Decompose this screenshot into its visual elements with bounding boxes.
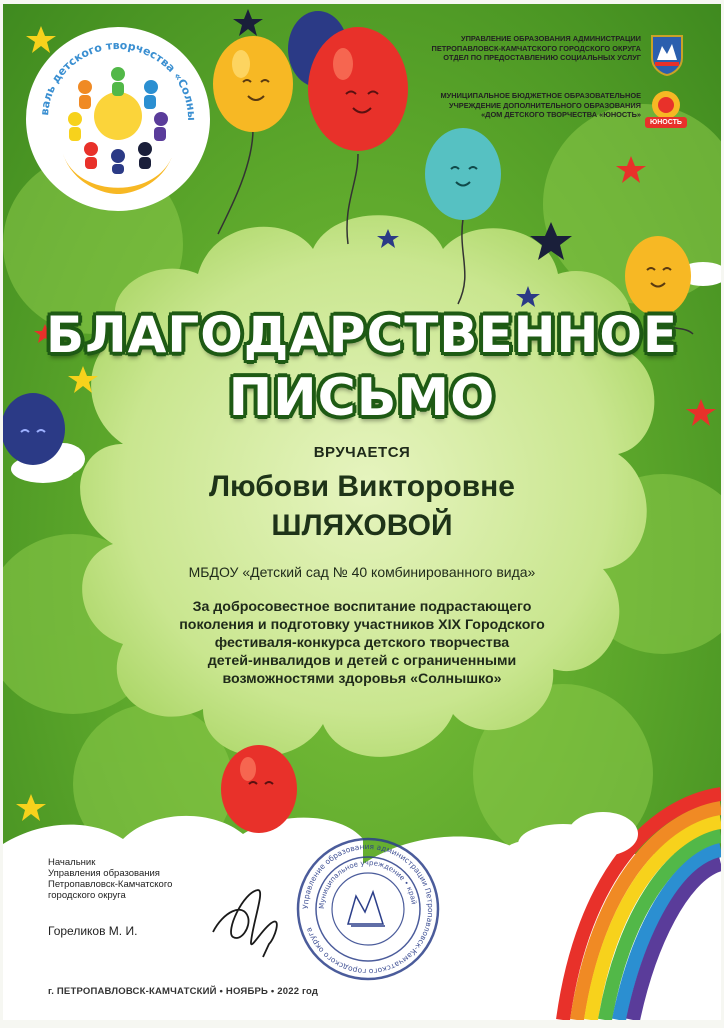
festival-logo-text: валь детского творчества «Солны [38,38,199,122]
footer-place-date: г. ПЕТРОПАВЛОВСК-КАМЧАТСКИЙ • НОЯБРЬ • 2022 год [48,986,319,997]
recipient-name: Любови Викторовне [209,470,515,503]
awarded-to-label: ВРУЧАЕТСЯ [313,444,411,461]
yunost-logo-text: ЮНОСТЬ [650,119,682,126]
balloon-yellow [213,36,293,234]
header-org1-line: ПЕТРОПАВЛОВСК-КАМЧАТСКОГО ГОРОДСКОГО ОКРУГА [431,43,641,53]
signatory-position-line: Петропавловск-Камчатского [48,879,173,890]
festival-logo [23,24,213,214]
header-org2 [383,91,641,120]
festival-logo-art [23,24,213,214]
stamp-inner-text: Муниципальное учреждение • край [317,858,418,910]
award-reason [153,598,571,688]
official-stamp [293,834,443,984]
recipient-surname: ШЛЯХОВОЙ [271,509,453,542]
award-reason-line: детей-инвалидов и детей с ограниченными [207,653,517,669]
signatory-position-line: городского округа [48,890,126,901]
header-org1-line: УПРАВЛЕНИЕ ОБРАЗОВАНИЯ АДМИНИСТРАЦИИ [460,34,641,43]
award-reason-line: фестиваля-конкурса детского творчества [214,635,510,651]
coat-of-arms-icon [649,32,685,76]
recipient-organization: МБДОУ «Детский сад № 40 комбинированного вида» [188,564,536,580]
award-reason-line: поколения и подготовку участников XIX Городского [179,617,545,633]
certificate-page [3,4,721,1020]
header-org2-line: «ДОМ ДЕТСКОГО ТВОРЧЕСТВА «ЮНОСТЬ» [481,110,641,119]
award-reason-line: возможностями здоровья «Солнышко» [222,671,502,687]
header-org2-line: УЧРЕЖДЕНИЕ ДОПОЛНИТЕЛЬНОГО ОБРАЗОВАНИЯ [448,100,641,110]
yunost-logo [643,89,689,129]
title-line1: БЛАГОДАРСТВЕННОЕ [46,306,678,364]
signatory-position-line: Управления образования [48,868,160,879]
header-org2-line: МУНИЦИПАЛЬНОЕ БЮДЖЕТНОЕ ОБРАЗОВАТЕЛЬНОЕ [440,91,641,100]
signatory-position-line: Начальник [48,857,96,868]
signature [203,872,293,962]
header-org1-line: ОТДЕЛ ПО ПРЕДОСТАВЛЕНИЮ СОЦИАЛЬНЫХ УСЛУГ [443,53,641,62]
signatory-name: Гореликов М. И. [48,924,138,938]
stamp-outer-text: Управление образования администрации Петропавловск-Камчатского городского округа [300,841,436,977]
header-org1 [383,34,641,63]
balloon-red-bottom [221,745,297,833]
stamp-emblem-icon [348,892,385,926]
award-reason-line: За добросовестное воспитание подрастающего [192,599,532,615]
title-line2: ПИСЬМО [228,368,496,428]
